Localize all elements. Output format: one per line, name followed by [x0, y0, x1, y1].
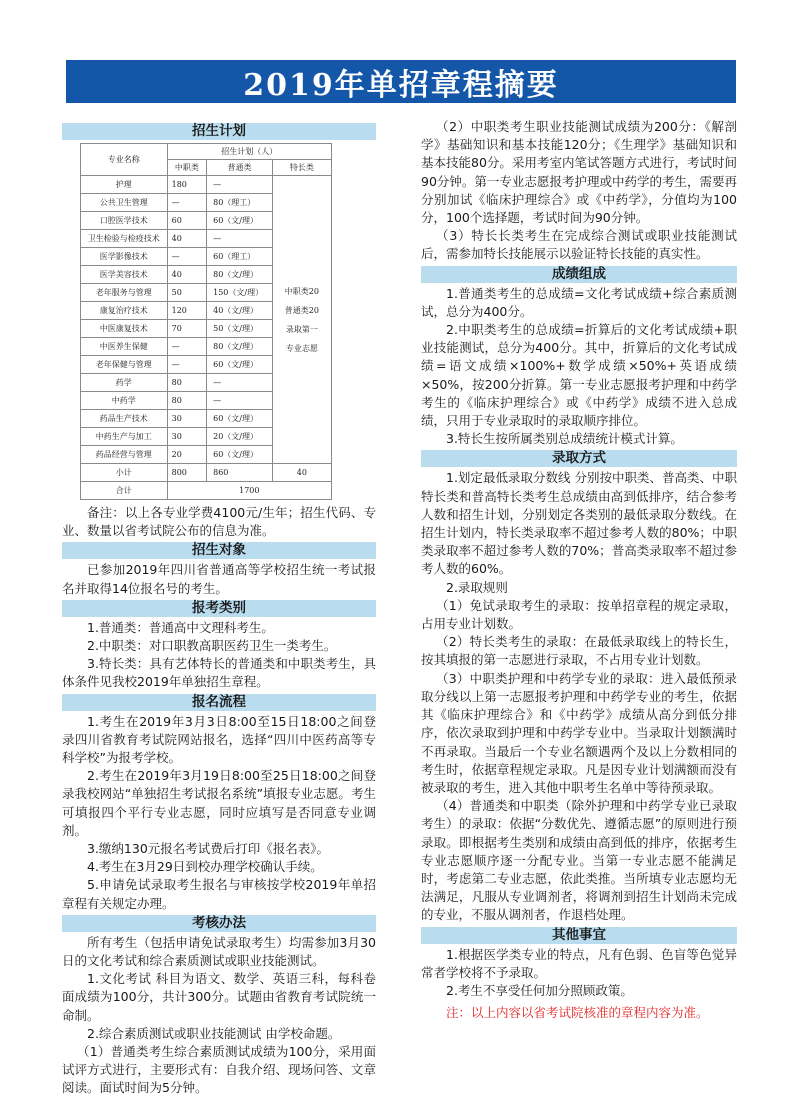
process-item: 3.缴纳130元报名考试费后打印《报名表》。: [87, 841, 330, 857]
subtotal-row: [81, 464, 332, 482]
section-heading-other: 其他事宜: [421, 927, 737, 944]
zz-cell: 20: [167, 446, 207, 464]
process-item: 5.申请免试录取考生报名与审核按学校2019年单招章程有关规定办理。: [62, 877, 376, 911]
subtotal-pg: 860: [207, 464, 273, 482]
admission-paragraph: （4）普通类和中职类（除外护理和中药学专业已录取考生）的录取：依据“分数优先、遵循志愿”的原则进行预录取。即根据考生类别和成绩由高到低的排序，依据考生专业志愿顺序逐一分配专业。当第一专业志愿不能满足时，考虑第二专业志愿，依此类推。当所填专业志愿均无法满足，凡服从专业调剂者，将调剂到招生计划尚未完成的专业，不服从调剂者，作退档处理。: [421, 798, 737, 923]
pg-cell: 150（文/理）: [207, 284, 273, 302]
total-row: [81, 482, 332, 500]
pg-cell: —: [207, 374, 273, 392]
zz-cell: 60: [167, 212, 207, 230]
other-paragraph: 1.根据医学类专业的特点，凡有色弱、色盲等色觉异常者学校将不予录取。: [421, 946, 737, 980]
pg-cell: 60（理工）: [207, 248, 273, 266]
category-item: 1.普通类：普通高中文理科考生。: [87, 619, 274, 635]
subtotal-label: 小计: [81, 464, 168, 482]
zz-cell: 30: [167, 410, 207, 428]
section-heading-score: 成绩组成: [421, 266, 737, 283]
major-cell: 护理: [81, 176, 168, 194]
section-heading-exam: 考核办法: [62, 915, 376, 932]
pg-cell: 60（文/理）: [207, 446, 273, 464]
pg-cell: 40（文/理）: [207, 302, 273, 320]
target-text: 已参加2019年四川省普通高等学校招生统一考试报名并取得14位报名号的考生。: [62, 562, 376, 596]
major-cell: 医学影像技术: [81, 248, 168, 266]
table-header-row: [81, 144, 332, 160]
admission-paragraph: （1）免试录取考生的录取：按单招章程的规定录取，占用专业计划数。: [421, 597, 737, 632]
zz-cell: 30: [167, 428, 207, 446]
score-paragraph: 2.中职类考生的总成绩=折算后的文化考试成绩+职业技能测试，总分为400分。其中，折算后的文化考试成绩=语文成绩×100%+数学成绩×50%+英语成绩×50%，按200分折算。第一专业志愿报考护理和中药学考生的《临床护理综合》或《中药学》成绩不进入总成绩，只用于专业录取时的录取顺序排位。: [421, 322, 737, 429]
category-item: 2.中职类：对口职教高职医药卫生一类考生。: [87, 638, 337, 654]
subtotal-tc: 40: [272, 464, 331, 482]
major-cell: 口腔医学技术: [81, 212, 168, 230]
admission-paragraph: （2）特长类考生的录取：在最低录取线上的特长生，按其填报的第一志愿进行录取，不占用专业计划数。: [421, 634, 737, 668]
zz-cell: 80: [167, 374, 207, 392]
zz-cell: —: [167, 356, 207, 374]
major-cell: 药品生产技术: [81, 410, 168, 428]
special-quota-text: [275, 282, 329, 358]
admission-paragraph: （3）中职类护理和中药学专业的录取：进入最低预录取分线以上第一志愿报考护理和中药学专业的考生，依据其《临床护理综合》和《中药学》成绩从高分到低分排序，依次录取到护理和中药学专业中。当录取计划额满时不再录取。当最后一个专业名额遇两个及以上分数相同的考生时，依据章程规定录取。凡是因专业计划满额而没有被录取的考生，进入其他中职考生名单中等待预录取。: [421, 670, 737, 795]
header-tc: 特长类: [272, 160, 331, 176]
enrollment-plan-table: [80, 143, 332, 500]
header-zz: 中职类: [167, 160, 207, 176]
zz-cell: 80: [167, 392, 207, 410]
major-cell: 中医康复技术: [81, 320, 168, 338]
section-heading-category: 报考类别: [62, 600, 376, 617]
pg-cell: 60（文/理）: [207, 212, 273, 230]
pg-cell: —: [207, 230, 273, 248]
pg-cell: 60（文/理）: [207, 410, 273, 428]
major-cell: 老年保健与管理: [81, 356, 168, 374]
special-quota-line: 普通类20: [284, 305, 319, 315]
major-cell: 中医养生保健: [81, 338, 168, 356]
admission-paragraph: 1.划定最低录取分数线 分别按中职类、普高类、中职特长类和普高特长类考生总成绩由高到低排序，结合参考人数和招生计划，分别划定各类别的最低录取分数线。在招生计划内，特长类录取率不超过参考人数的80%；中职类录取率不超过参考人数的70%；普高类录取率不超过参考人数的60%。: [421, 470, 737, 577]
final-note: 注：以上内容以省考试院核准的章程内容为准。: [446, 1005, 709, 1021]
zz-cell: 70: [167, 320, 207, 338]
header-major: 专业名称: [81, 144, 168, 176]
admission-paragraph: 2.录取规则: [446, 579, 508, 595]
zz-cell: —: [167, 194, 207, 212]
pg-cell: 60（文/理）: [207, 356, 273, 374]
category-item: 3.特长类：具有艺体特长的普通类和中职类考生，具体条件见我校2019年单独招生章程。: [62, 656, 376, 690]
pg-cell: 80（文/理）: [207, 266, 273, 284]
zz-cell: —: [167, 338, 207, 356]
zz-cell: —: [167, 248, 207, 266]
exam-paragraph: （3）特长长类考生在完成综合测试或职业技能测试后，需参加特长技能展示以验证特长技能的真实性。: [421, 228, 737, 262]
exam-paragraph: 1.文化考试 科目为语文、数学、英语三科，每科卷面成绩为100分，共计300分。试题由省教育考试院统一命制。: [62, 971, 376, 1023]
pg-cell: —: [207, 392, 273, 410]
left-column: [62, 121, 376, 1098]
special-quota-line: 录取第一: [285, 324, 318, 334]
exam-paragraph: （2）中职类考生职业技能测试成绩为200分：《解剖学》基础知识和基本技能120分；《生理学》基础知识和基本技能80分。采用考室内笔试答题方式进行，考试时间90分钟。第一专业志愿报考护理或中药学的考生，需要再分别加试《临床护理综合》或《中药学》，分值均为100分，100个选择题，考试时间为90分钟。: [421, 119, 737, 226]
special-quota-line: 中职类20: [284, 286, 319, 296]
score-paragraph: 1.普通类考生的总成绩=文化考试成绩+综合素质测试，总分为400分。: [421, 285, 737, 319]
section-heading-target: 招生对象: [62, 542, 376, 559]
zz-cell: 40: [167, 266, 207, 284]
header-pg: 普通类: [207, 160, 273, 176]
zz-cell: 120: [167, 302, 207, 320]
total-value: 1700: [167, 482, 331, 500]
exam-paragraph: 所有考生（包括申请免试录取考生）均需参加3月30日的文化考试和综合素质测试或职业技能测试。: [62, 934, 376, 969]
major-cell: 公共卫生管理: [81, 194, 168, 212]
total-label: 合计: [81, 482, 168, 500]
section-heading-plan: 招生计划: [62, 123, 376, 140]
zz-cell: 40: [167, 230, 207, 248]
pg-cell: —: [207, 176, 273, 194]
pg-cell: 80（文/理）: [207, 338, 273, 356]
special-quota-line: 专业志愿: [285, 343, 318, 353]
major-cell: 中药学: [81, 392, 168, 410]
section-heading-admission: 录取方式: [421, 450, 737, 467]
major-cell: 药学: [81, 374, 168, 392]
major-cell: 老年服务与管理: [81, 284, 168, 302]
section-heading-process: 报名流程: [62, 694, 376, 711]
process-item: 2.考生在2019年3月19日8:00至25日18:00之间登录我校网站“单独招生考试报名系统”填报专业志愿。考生可填报四个平行专业志愿，同时应填写是否同意专业调剂。: [62, 768, 376, 838]
major-cell: 卫生检验与检疫技术: [81, 230, 168, 248]
page-title: 2019年单招章程摘要: [243, 67, 559, 103]
header-plan: 招生计划（人）: [167, 144, 331, 160]
pg-cell: 80（理工）: [207, 194, 273, 212]
zz-cell: 50: [167, 284, 207, 302]
process-item: 1.考生在2019年3月3日8:00至15日18:00之间登录四川省教育考试院网站报名，选择“四川中医药高等专科学校”为报考学校。: [62, 713, 376, 766]
plan-note: 备注：以上各专业学费4100元/生年；招生代码、专业、数量以省考试院公布的信息为准。: [62, 505, 376, 539]
major-cell: 药品经营与管理: [81, 446, 168, 464]
other-paragraph: 2.考生不享受任何加分照顾政策。: [446, 982, 633, 998]
score-paragraph: 3.特长生按所属类别总成绩统计模式计算。: [446, 431, 683, 447]
right-column: [421, 118, 737, 1022]
pg-cell: 50（文/理）: [207, 320, 273, 338]
exam-paragraph: （1）普通类考生综合素质测试成绩为100分，采用面试评方式进行，主要形式有：自我介绍、现场问答、文章阅读。面试时间为5分钟。: [62, 1044, 376, 1096]
special-cell: [272, 176, 331, 464]
title-banner: [66, 60, 736, 103]
subtotal-zz: 800: [167, 464, 207, 482]
table-row: [81, 176, 332, 194]
zz-cell: 180: [167, 176, 207, 194]
pg-cell: 20（文/理）: [207, 428, 273, 446]
major-cell: 医学美容技术: [81, 266, 168, 284]
major-cell: 中药生产与加工: [81, 428, 168, 446]
exam-paragraph: 2.综合素质测试或职业技能测试 由学校命题。: [87, 1025, 341, 1041]
process-item: 4.考生在3月29日到校办理学校确认手续。: [87, 859, 323, 875]
major-cell: 康复治疗技术: [81, 302, 168, 320]
